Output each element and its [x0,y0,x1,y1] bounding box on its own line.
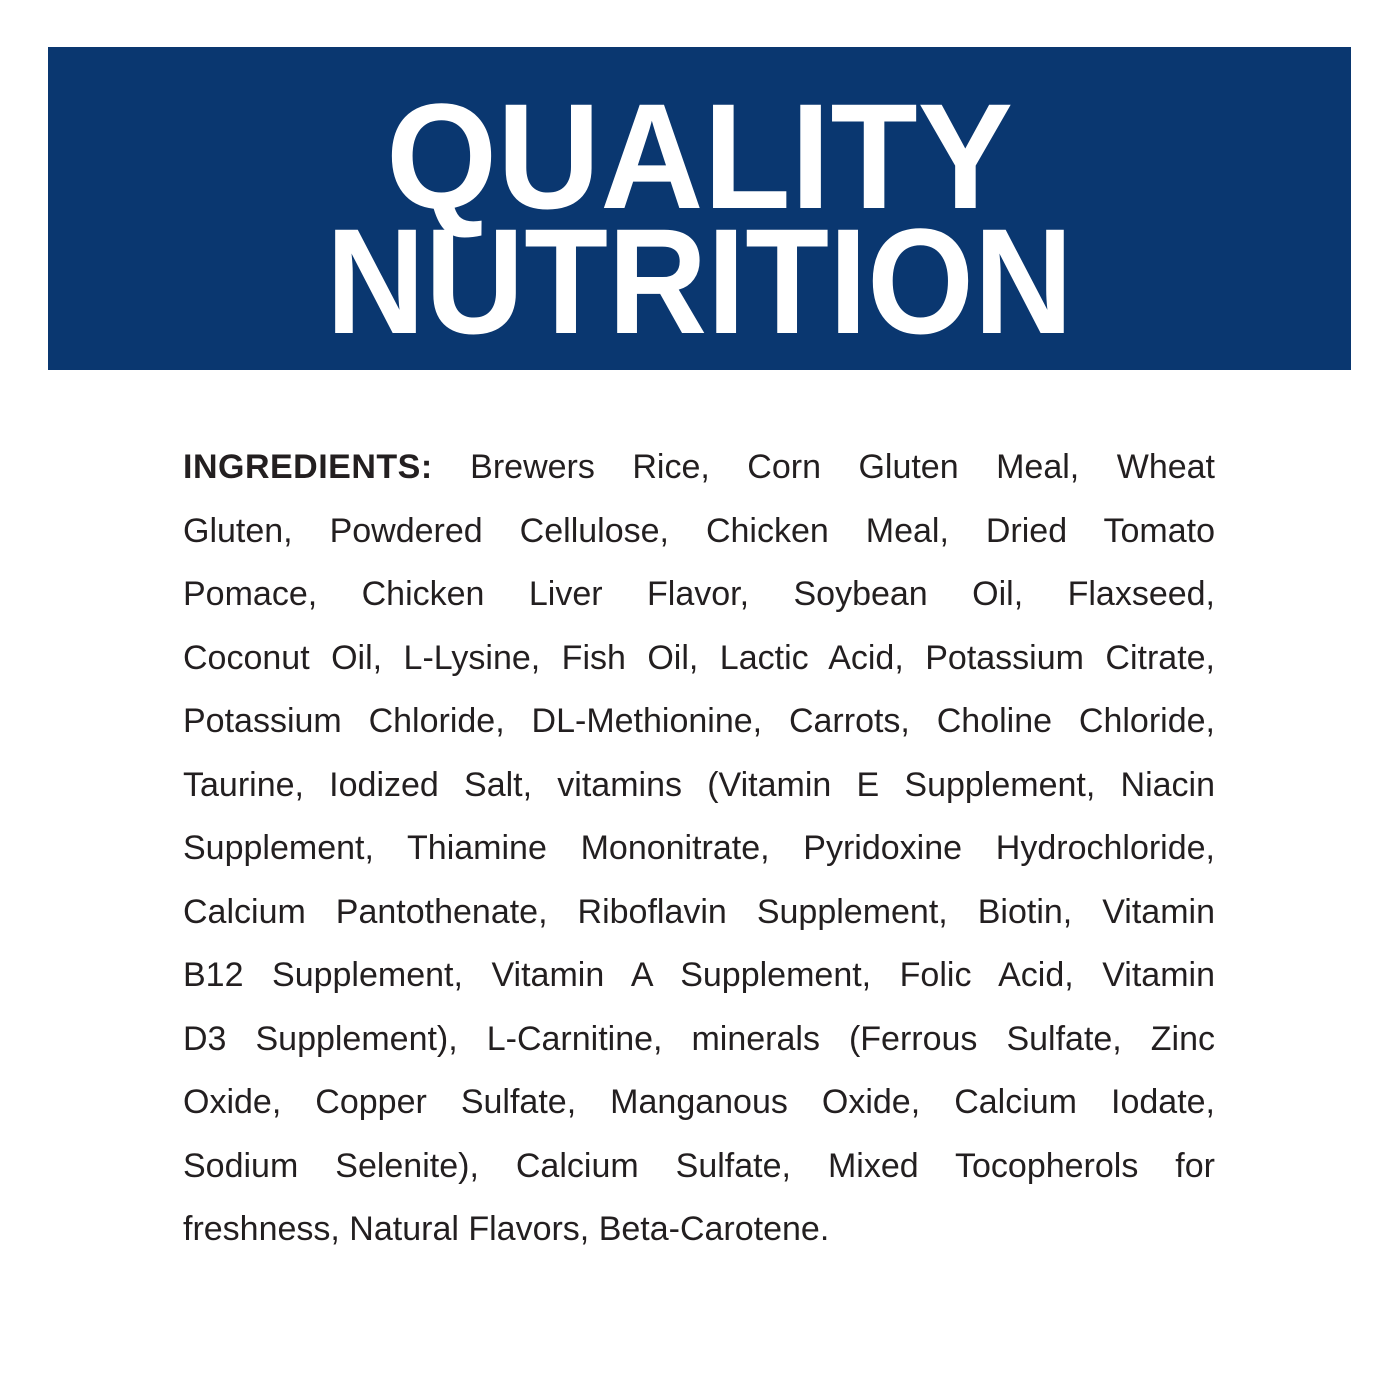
banner-title-line1: QUALITY [386,72,1013,240]
ingredients-line: B12 Supplement, Vitamin A Supplement, Folic Acid, Vitamin [183,956,1215,994]
ingredients-line-text: Brewers Rice, Corn Gluten Meal, Wheat [470,448,1215,486]
ingredients-line: Gluten, Powdered Cellulose, Chicken Meal, Dried Tomato [183,511,1215,550]
ingredients-line: Supplement, Thiamine Mononitrate, Pyridoxine Hydrochloride, [183,829,1215,867]
ingredients-line: Calcium Pantothenate, Riboflavin Supplement, Biotin, Vitamin [183,892,1215,931]
ingredients-label: INGREDIENTS: [183,448,433,486]
ingredients-line: Sodium Selenite), Calcium Sulfate, Mixed Tocopherols for [183,1146,1215,1185]
banner-title-graphic [48,47,1351,370]
quality-nutrition-banner [48,47,1351,370]
ingredients-line: freshness, Natural Flavors, Beta-Carotene. [183,1210,830,1248]
ingredients-line: Oxide, Copper Sulfate, Manganous Oxide, Calcium Iodate, [183,1083,1215,1121]
ingredients-line: Pomace, Chicken Liver Flavor, Soybean Oil, Flaxseed, [183,575,1215,613]
ingredients-line: Taurine, Iodized Salt, vitamins (Vitamin E Supplement, Niacin [183,765,1215,804]
ingredients-line [183,436,1215,500]
ingredients-line: D3 Supplement), L-Carnitine, minerals (Ferrous Sulfate, Zinc [183,1019,1215,1058]
ingredients-paragraph [183,436,1215,1262]
ingredients-line: Coconut Oil, L-Lysine, Fish Oil, Lactic Acid, Potassium Citrate, [183,638,1215,677]
banner-title-line2: NUTRITION [326,197,1073,365]
ingredients-line: Potassium Chloride, DL-Methionine, Carrots, Choline Chloride, [183,702,1215,740]
